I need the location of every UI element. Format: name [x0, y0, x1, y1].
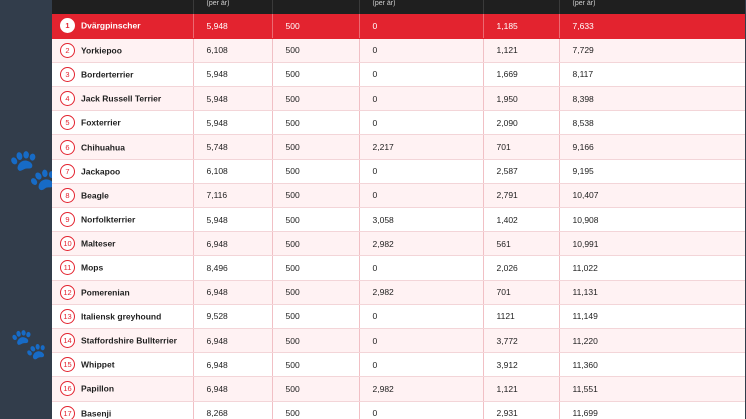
value-cell: 500	[272, 353, 359, 377]
value-cell: 11,022	[559, 256, 745, 280]
table-row	[52, 208, 745, 232]
table-row	[52, 87, 745, 111]
breed-cell	[52, 135, 193, 159]
rank-badge: 7	[60, 164, 75, 179]
value-cell: 2,026	[483, 256, 559, 280]
value-cell: 500	[272, 280, 359, 304]
value-cell: 0	[359, 304, 483, 328]
paw-print-icon: 🐾	[700, 178, 743, 216]
value-cell: 500	[272, 183, 359, 207]
value-cell: 0	[359, 14, 483, 38]
value-cell: 1,950	[483, 87, 559, 111]
breed-cell	[52, 62, 193, 86]
value-cell: 6,948	[193, 353, 272, 377]
value-cell: 7,633	[559, 14, 745, 38]
value-cell: 500	[272, 208, 359, 232]
breed-cell	[52, 401, 193, 419]
value-cell: 2,217	[359, 135, 483, 159]
breed-name: Pomerenian	[81, 287, 130, 298]
breed-cell	[52, 304, 193, 328]
ranking-table-container	[52, 0, 745, 419]
value-cell: 3,912	[483, 353, 559, 377]
breed-cell	[52, 111, 193, 135]
value-cell: 6,948	[193, 328, 272, 352]
value-cell: 3,058	[359, 208, 483, 232]
column-header: (per år)	[359, 0, 483, 14]
value-cell: 500	[272, 62, 359, 86]
rank-badge: 10	[60, 236, 75, 251]
value-cell: 5,948	[193, 111, 272, 135]
value-cell: 2,982	[359, 232, 483, 256]
value-cell: 0	[359, 183, 483, 207]
value-cell: 9,166	[559, 135, 745, 159]
breed-name: Whippet	[81, 359, 115, 370]
value-cell: 5,948	[193, 62, 272, 86]
table-row	[52, 62, 745, 86]
breed-name: Chihuahua	[81, 142, 125, 153]
table-row	[52, 159, 745, 183]
paw-print-icon: 🐾	[8, 148, 58, 192]
value-cell: 6,948	[193, 232, 272, 256]
breed-name: Yorkiepoo	[81, 45, 122, 56]
table-row	[52, 256, 745, 280]
breed-cell	[52, 14, 193, 38]
value-cell: 6,948	[193, 280, 272, 304]
breed-name: Mops	[81, 262, 104, 273]
breed-name: Papillon	[81, 383, 115, 394]
value-cell: 1121	[483, 304, 559, 328]
value-cell: 500	[272, 232, 359, 256]
column-header: (per år)	[193, 0, 272, 14]
rank-badge: 15	[60, 357, 75, 372]
rank-badge: 5	[60, 115, 75, 130]
value-cell: 5,948	[193, 14, 272, 38]
rank-badge: 12	[60, 285, 75, 300]
value-cell: 701	[483, 280, 559, 304]
breed-cell	[52, 183, 193, 207]
value-cell: 0	[359, 256, 483, 280]
value-cell: 9,528	[193, 304, 272, 328]
column-header	[483, 0, 559, 14]
value-cell: 701	[483, 135, 559, 159]
value-cell: 3,772	[483, 328, 559, 352]
rank-badge: 11	[60, 260, 75, 275]
value-cell: 11,360	[559, 353, 745, 377]
value-cell: 1,185	[483, 14, 559, 38]
value-cell: 9,195	[559, 159, 745, 183]
value-cell: 10,908	[559, 208, 745, 232]
value-cell: 500	[272, 377, 359, 401]
table-row	[52, 280, 745, 304]
value-cell: 0	[359, 328, 483, 352]
table-row	[52, 377, 745, 401]
rank-badge: 4	[60, 91, 75, 106]
column-header	[52, 0, 193, 14]
value-cell: 6,108	[193, 159, 272, 183]
value-cell: 8,538	[559, 111, 745, 135]
value-cell: 8,496	[193, 256, 272, 280]
breed-cell	[52, 256, 193, 280]
value-cell: 500	[272, 328, 359, 352]
value-cell: 500	[272, 401, 359, 419]
value-cell: 11,131	[559, 280, 745, 304]
breed-name: Foxterrier	[81, 117, 121, 128]
rank-badge: 16	[60, 381, 75, 396]
value-cell: 10,991	[559, 232, 745, 256]
value-cell: 2,982	[359, 280, 483, 304]
value-cell: 7,729	[559, 38, 745, 62]
value-cell: 0	[359, 353, 483, 377]
value-cell: 2,587	[483, 159, 559, 183]
rank-badge: 17	[60, 406, 75, 419]
value-cell: 8,117	[559, 62, 745, 86]
table-header-row	[52, 0, 745, 14]
table-row	[52, 328, 745, 352]
breed-cell	[52, 232, 193, 256]
value-cell: 500	[272, 14, 359, 38]
table-row	[52, 38, 745, 62]
value-cell: 2,791	[483, 183, 559, 207]
value-cell: 0	[359, 401, 483, 419]
value-cell: 0	[359, 111, 483, 135]
value-cell: 500	[272, 38, 359, 62]
value-cell: 10,407	[559, 183, 745, 207]
table-row	[52, 135, 745, 159]
breed-name: Basenji	[81, 408, 112, 419]
value-cell: 8,398	[559, 87, 745, 111]
value-cell: 5,948	[193, 208, 272, 232]
value-cell: 6,948	[193, 377, 272, 401]
value-cell: 11,149	[559, 304, 745, 328]
breed-name: Malteser	[81, 238, 116, 249]
table-row	[52, 304, 745, 328]
value-cell: 0	[359, 87, 483, 111]
breed-name: Staffordshire Bullterrier	[81, 335, 177, 346]
value-cell: 1,121	[483, 377, 559, 401]
value-cell: 500	[272, 135, 359, 159]
value-cell: 500	[272, 87, 359, 111]
value-cell: 500	[272, 304, 359, 328]
value-cell: 500	[272, 159, 359, 183]
value-cell: 7,116	[193, 183, 272, 207]
value-cell: 5,748	[193, 135, 272, 159]
value-cell: 1,669	[483, 62, 559, 86]
dog-cost-table	[52, 0, 745, 419]
breed-cell	[52, 208, 193, 232]
rank-badge: 2	[60, 43, 75, 58]
rank-badge: 14	[60, 333, 75, 348]
breed-cell	[52, 280, 193, 304]
breed-cell	[52, 377, 193, 401]
value-cell: 2,090	[483, 111, 559, 135]
column-header	[272, 0, 359, 14]
rank-badge: 6	[60, 140, 75, 155]
rank-badge: 9	[60, 212, 75, 227]
value-cell: 11,551	[559, 377, 745, 401]
table-row	[52, 232, 745, 256]
value-cell: 11,699	[559, 401, 745, 419]
breed-name: Dvärgpinscher	[81, 20, 141, 31]
breed-cell	[52, 38, 193, 62]
value-cell: 6,108	[193, 38, 272, 62]
paw-print-icon: 🐾	[10, 328, 48, 361]
value-cell: 2,931	[483, 401, 559, 419]
rank-badge: 13	[60, 309, 75, 324]
breed-cell	[52, 353, 193, 377]
table-row	[52, 183, 745, 207]
value-cell: 0	[359, 62, 483, 86]
table-row	[52, 111, 745, 135]
value-cell: 5,948	[193, 87, 272, 111]
breed-name: Jack Russell Terrier	[81, 93, 162, 104]
breed-name: Beagle	[81, 190, 109, 201]
value-cell: 0	[359, 159, 483, 183]
value-cell: 0	[359, 38, 483, 62]
breed-name: Norfolkterrier	[81, 214, 136, 225]
rank-badge: 8	[60, 188, 75, 203]
value-cell: 500	[272, 256, 359, 280]
value-cell: 1,402	[483, 208, 559, 232]
value-cell: 2,982	[359, 377, 483, 401]
breed-cell	[52, 328, 193, 352]
value-cell: 561	[483, 232, 559, 256]
breed-name: Jackapoo	[81, 166, 121, 177]
breed-name: Borderterrier	[81, 69, 134, 80]
rank-badge: 3	[60, 67, 75, 82]
breed-name: Italiensk greyhound	[81, 311, 162, 322]
table-row	[52, 401, 745, 419]
value-cell: 8,268	[193, 401, 272, 419]
table-row	[52, 14, 745, 38]
breed-cell	[52, 87, 193, 111]
breed-cell	[52, 159, 193, 183]
value-cell: 1,121	[483, 38, 559, 62]
rank-badge: 1	[60, 18, 75, 33]
value-cell: 11,220	[559, 328, 745, 352]
table-row	[52, 353, 745, 377]
value-cell: 500	[272, 111, 359, 135]
column-header: (per år)	[559, 0, 745, 14]
